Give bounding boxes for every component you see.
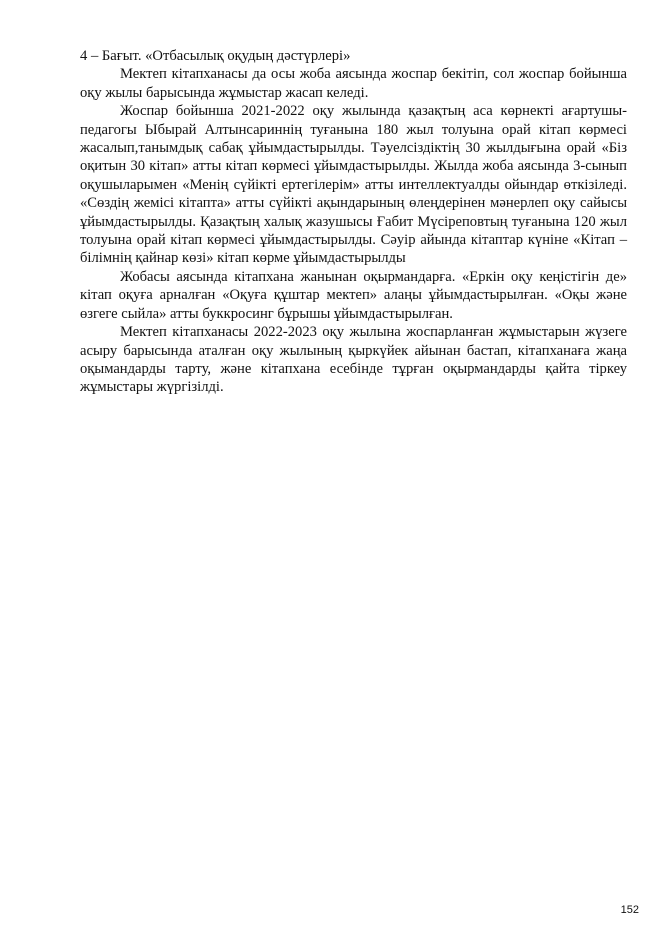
- section-heading: 4 – Бағыт. «Отбасылық оқудың дәстүрлері»: [80, 48, 351, 64]
- page-number: 152: [620, 904, 639, 916]
- paragraph-library-plan: Мектеп кітапханасы да осы жоба аясында жоспар бекітіп, сол жоспар бойынша оқу жылы барысында жұмыстар жасап келеді.: [80, 66, 627, 101]
- page-content: [80, 47, 627, 397]
- paragraph-reading-space: Жобасы аясында кітапхана жанынан оқырмандарға. «Еркін оқу кеңістігін де» кітап оқуға арналған «Оқуға құштар мектеп» алаңы ұйымдастырылған. «Оқы және өзгеге сыйла» атты буккросинг бұрышы ұйымдастырылған.: [80, 268, 627, 322]
- paragraph-2022-2023-work: Мектеп кітапханасы 2022-2023 оқу жылына жоспарланған жұмыстарын жүзеге асыру барысында аталған оқу жылының қыркүйек айынан бастап, кітапханаға жаңа оқымандарды тарту, және кітапхана есебінде тұрған оқырмандарды қайта тіркеу жұмыстары жүргізілді.: [80, 324, 627, 396]
- paragraph-events-2021-2022: Жоспар бойынша 2021-2022 оқу жылында қазақтың аса көрнекті ағартушы- педагогы Ыбырай Алтынсариннің туғанына 180 жыл толуына орай кітап көрмесі жасалып,танымдық сабақ ұйымдастырылды. Тәуелсіздіктің 30 жылдығына орай «Біз оқитын 30 кітап» атты кітап көрмесі ұйымдастырылды. Жылда жоба аясында 3-сынып оқушыларымен «Менің сүйікті ертегілерім» атты интеллектуалды ойындар өткізіледі. «Сөздің жемісі кітапта» атты сүйікті ақындарының өлеңдерінен мәнерлеп оқу сайысы ұйымдастырылды. Қазақтың халық жазушысы Ғабит Мүсіреповтың туғанына 120 жыл толуына орай кітап көрмесі ұйымдастырылды. Сәуір айында кітаптар күніне «Кітап – білімнің қайнар көзі» кітап көрме ұйымдастырылды: [80, 103, 627, 267]
